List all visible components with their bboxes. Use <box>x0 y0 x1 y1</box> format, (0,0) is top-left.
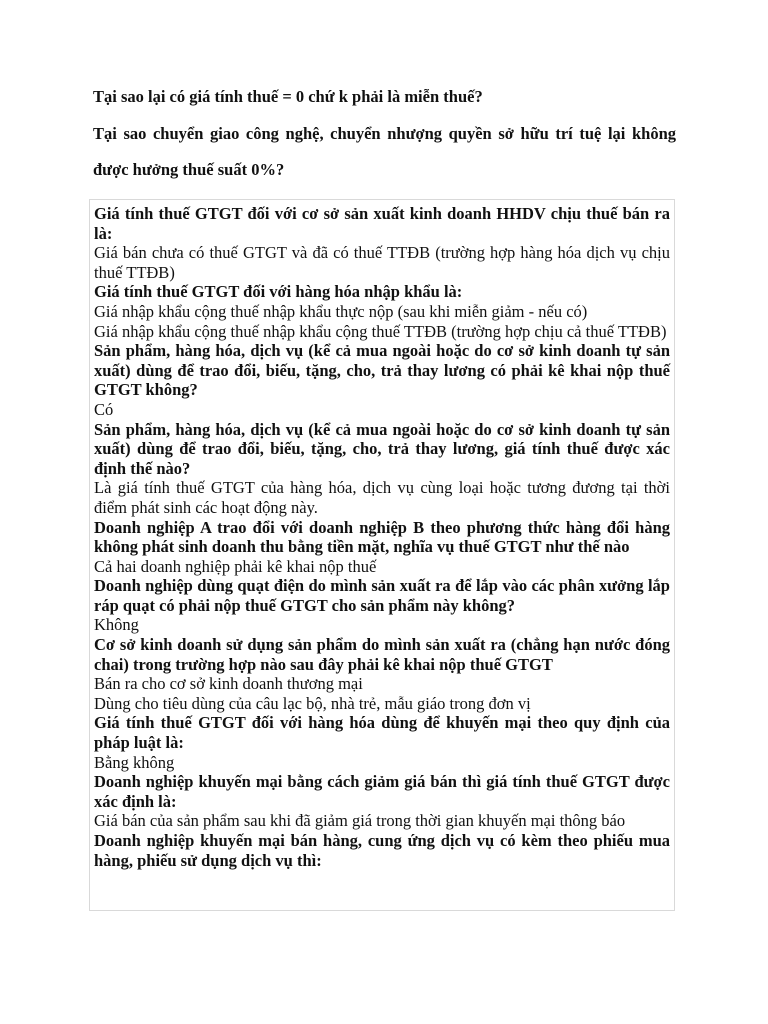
answer: Bằng không <box>94 752 175 772</box>
answer: Không <box>94 615 139 635</box>
answer: Giá bán của sản phẩm sau khi đã giảm giá trong thời gian khuyến mại thông báo <box>94 811 626 831</box>
question: Giá tính thuế GTGT đối với hàng hóa dùng để khuyến mại theo quy định của pháp luật là: <box>94 713 670 753</box>
intro-question-zero-tax: Tại sao lại có giá tính thuế = 0 chứ k phải là miễn thuế? <box>93 87 483 106</box>
question: Giá tính thuế GTGT đối với cơ sở sản xuất kinh doanh HHDV chịu thuế bán ra là: <box>94 204 670 243</box>
answer: Giá nhập khẩu cộng thuế nhập khẩu thực nộp (sau khi miễn giảm - nếu có) <box>94 301 588 321</box>
question: Doanh nghiệp khuyến mại bằng cách giảm giá bán thì giá tính thuế GTGT được xác định là: <box>94 772 670 811</box>
answer: Bán ra cho cơ sở kinh doanh thương mại <box>94 674 363 694</box>
question: Doanh nghiệp khuyến mại bán hàng, cung ứng dịch vụ có kèm theo phiếu mua hàng, phiếu sử dụng dịch vụ thì: <box>94 831 670 870</box>
question: Sản phẩm, hàng hóa, dịch vụ (kể cả mua ngoài hoặc do cơ sở kinh doanh tự sản xuất) dùng để trao đổi, biếu, tặng, cho, trả thay lương, giá tính thuế được xác định thế nào? <box>94 419 670 478</box>
question: Cơ sở kinh doanh sử dụng sản phẩm do mình sản xuất ra (chẳng hạn nước đóng chai) trong trường hợp nào sau đây phải kê khai nộp thuế GTGT <box>94 635 670 674</box>
answer: Cả hai doanh nghiệp phải kê khai nộp thuế <box>94 556 377 576</box>
answer: Giá nhập khẩu cộng thuế nhập khẩu cộng thuế TTĐB (trường hợp chịu cả thuế TTĐB) <box>94 321 667 341</box>
question: Giá tính thuế GTGT đối với hàng hóa nhập khẩu là: <box>94 282 463 302</box>
question: Doanh nghiệp A trao đổi với doanh nghiệp B theo phương thức hàng đổi hàng không phát sinh doanh thu bằng tiền mặt, nghĩa vụ thuế GTGT như thế nào <box>94 517 670 557</box>
question: Sản phẩm, hàng hóa, dịch vụ (kể cả mua ngoài hoặc do cơ sở kinh doanh tự sản xuất) dùng để trao đổi, biếu, tặng, cho, trả thay lương có phải kê khai nộp thuế GTGT không? <box>94 341 670 400</box>
intro-question-technology-transfer: Tại sao chuyển giao công nghệ, chuyển nhượng quyền sở hữu trí tuệ lại không được hưởng thuế suất 0%? <box>93 124 676 179</box>
answer: Có <box>94 399 114 419</box>
answer: Giá bán chưa có thuế GTGT và đã có thuế TTĐB (trường hợp hàng hóa dịch vụ chịu thuế TTĐB) <box>94 243 670 282</box>
intro-questions <box>93 84 676 188</box>
answer: Dùng cho tiêu dùng của câu lạc bộ, nhà trẻ, mẫu giáo trong đơn vị <box>94 693 531 713</box>
qa-box <box>89 199 675 911</box>
answer: Là giá tính thuế GTGT của hàng hóa, dịch vụ cùng loại hoặc tương đương tại thời điểm phát sinh các hoạt động này. <box>94 478 670 517</box>
question: Doanh nghiệp dùng quạt điện do mình sản xuất ra để lắp vào các phân xưởng lắp ráp quạt có phải nộp thuế GTGT cho sản phẩm này không? <box>94 576 670 615</box>
